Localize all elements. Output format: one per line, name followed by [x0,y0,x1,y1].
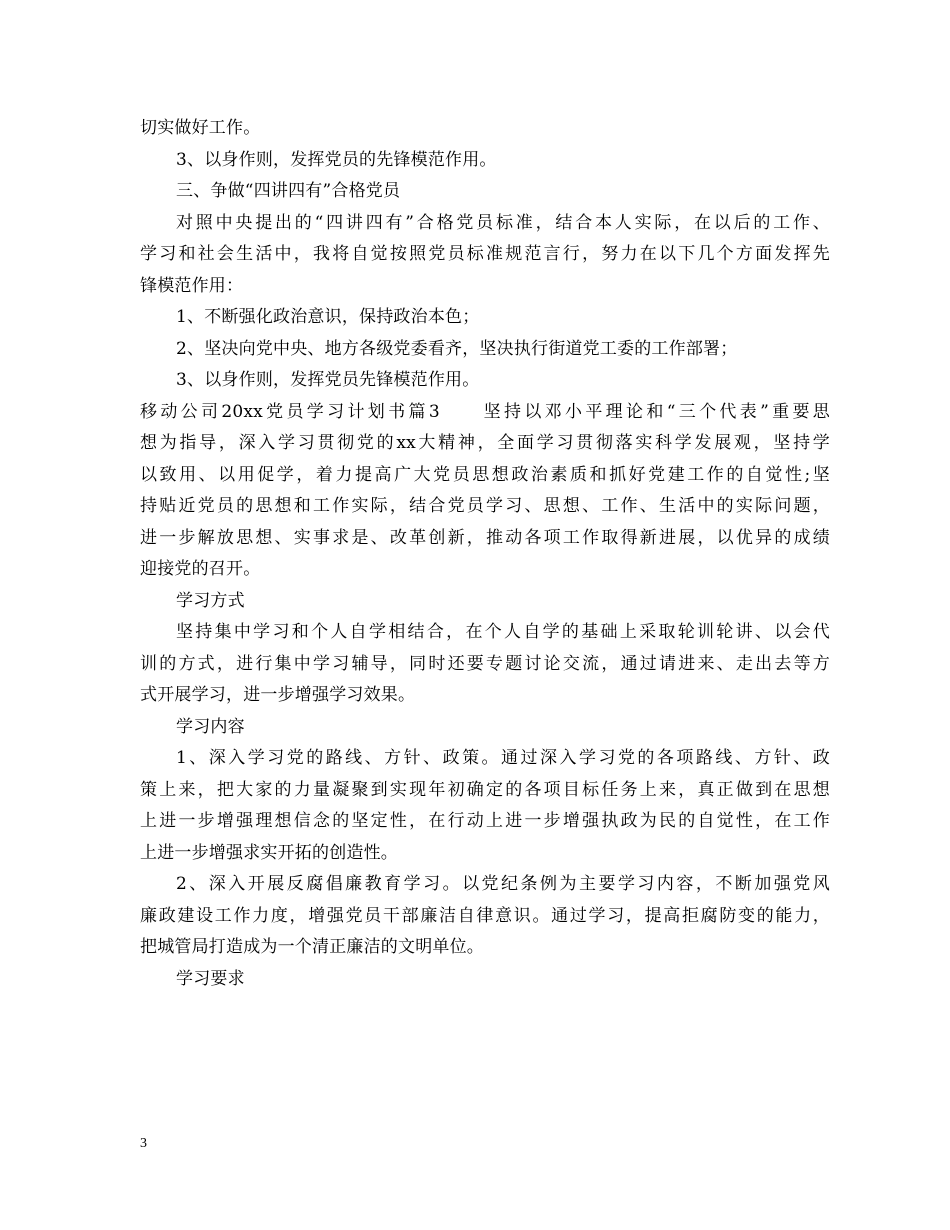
text-line: 上进一步增强求实开拓的创造性。 [140,842,398,863]
text-line: 训的方式，进行集中学习辅导，同时还要专题讨论交流，通过请进来、走出去等方 [140,653,830,674]
text-line: 以致用、以用促学，着力提高广大党员思想政治素质和抓好党建工作的自觉性;坚 [140,464,830,485]
text-line: 3、以身作则，发挥党员的先锋模范作用。 [176,149,497,170]
text-line: 迎接党的召开。 [140,559,261,579]
text-line: 进一步解放思想、实事求是、改革创新，推动各项工作取得新进展，以优异的成绩 [140,527,830,548]
text-line: 2、深入开展反腐倡廉教育学习。以党纪条例为主要学习内容，不断加强党风 [176,874,830,894]
text-line: 学习和社会生活中，我将自觉按照党员标准规范言行，努力在以下几个方面发挥先 [140,244,830,264]
text-line: 三、争做“四讲四有”合格党员 [176,181,401,201]
text-line: 学习内容 [176,716,245,737]
page-number: 3 [140,1136,147,1151]
text-line: 学习要求 [176,968,245,989]
text-line: 上进一步增强理想信念的坚定性，在行动上进一步增强执政为民的自觉性，在工作 [140,811,830,831]
text-line: 把城管局打造成为一个清正廉洁的文明单位。 [140,937,484,957]
text-line: 1、深入学习党的路线、方针、政策。通过深入学习党的各项路线、方针、政 [176,748,830,768]
text-line: 持贴近党员的思想和工作实际，结合党员学习、思想、工作、生活中的实际问题， [140,496,830,516]
text-line: 学习方式 [176,590,245,611]
text-line: 切实做好工作。 [140,118,261,138]
text-line: 1、不断强化政治意识，保持政治本色； [176,307,480,327]
text-line: 廉政建设工作力度，增强党员干部廉洁自律意识。通过学习，提高拒腐防变的能力， [140,905,830,926]
document-body [140,113,830,995]
text-line: 锋模范作用： [140,275,244,296]
text-line: 策上来，把大家的力量凝聚到实现年初确定的各项目标任务上来，真正做到在思想 [140,779,830,800]
text-line: 式开展学习，进一步增强学习效果。 [140,685,416,705]
text-line: 3、以身作则，发挥党员先锋模范作用。 [176,370,480,390]
text-line: 坚持集中学习和个人自学相结合，在个人自学的基础上采取轮训轮讲、以会代 [176,622,830,642]
text-line: 对照中央提出的“四讲四有”合格党员标准，结合本人实际，在以后的工作、 [176,212,830,233]
text-line: 2、坚决向党中央、地方各级党委看齐，坚决执行街道党工委的工作部署； [176,338,738,359]
text-line: 想为指导，深入学习贯彻党的xx大精神，全面学习贯彻落实科学发展观，坚持学 [140,433,830,453]
text-line: 移动公司20xx党员学习计划书篇3 坚持以邓小平理论和“三个代表”重要思 [140,401,830,422]
